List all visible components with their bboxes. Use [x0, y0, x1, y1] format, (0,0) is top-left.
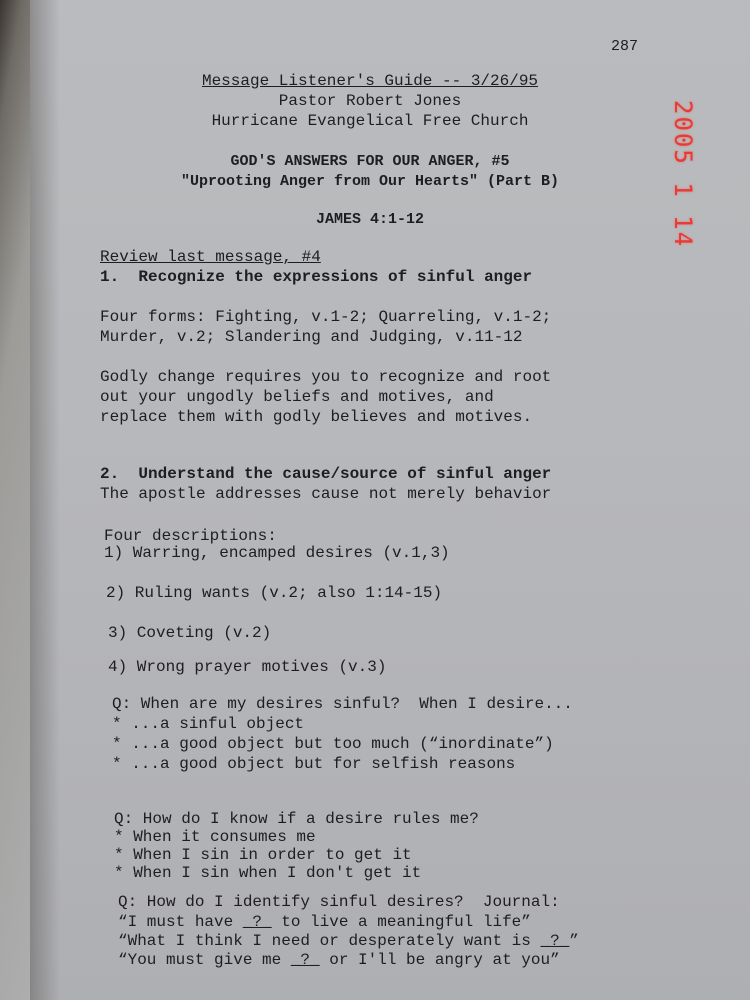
scripture-reference: JAMES 4:1-12 [315, 211, 425, 228]
page-number: 287 [610, 38, 638, 55]
journal-quote-2: “What I think I need or desperately want is _?_” [118, 932, 579, 950]
review-line: Review last message, #4 [100, 248, 321, 266]
question-1: Q: When are my desires sinful? When I desire... [112, 695, 573, 713]
question-2: Q: How do I know if a desire rules me? [114, 810, 479, 828]
journal-quote-3: “You must give me _?_ or I'll be angry at you” [118, 951, 560, 969]
question-2-answer: * When it consumes me [114, 828, 316, 846]
fill-blank: _?_ [540, 932, 570, 950]
point1-godly-line2: out your ungodly beliefs and motives, and [100, 388, 494, 406]
journal-quote-1: “I must have _?_ to live a meaningful life” [118, 913, 531, 931]
description-item: 3) Coveting (v.2) [108, 624, 272, 642]
description-item: 4) Wrong prayer motives (v.3) [108, 658, 387, 676]
point2-heading: 2. Understand the cause/source of sinful anger [100, 465, 552, 483]
question-2-answer: * When I sin in order to get it [114, 846, 412, 864]
question-2-answer: * When I sin when I don't get it [114, 864, 422, 882]
point1-godly-line1: Godly change requires you to recognize and root [100, 368, 552, 386]
question-1-answer: * ...a good object but too much (“inordinate”) [112, 735, 554, 753]
sermon-subtitle: "Uprooting Anger from Our Hearts" (Part B) [180, 173, 560, 190]
description-item: 1) Warring, encamped desires (v.1,3) [104, 544, 450, 562]
description-item: 2) Ruling wants (v.2; also 1:14-15) [106, 584, 443, 602]
question-1-answer: * ...a sinful object [112, 715, 305, 733]
header-line-3: Hurricane Evangelical Free Church [211, 112, 529, 130]
point1-godly-line3: replace them with godly believes and motives. [100, 408, 533, 426]
descriptions-label: Four descriptions: [104, 527, 277, 545]
question-3: Q: How do I identify sinful desires? Journal: [118, 893, 560, 911]
fill-blank: _?_ [242, 913, 272, 931]
header-line-1: Message Listener's Guide -- 3/26/95 [201, 72, 539, 90]
point1-forms-line1: Four forms: Fighting, v.1-2; Quarreling, v.1-2; [100, 308, 552, 326]
sermon-title: GOD'S ANSWERS FOR OUR ANGER, #5 [230, 153, 510, 170]
point2-intro: The apostle addresses cause not merely behavior [100, 485, 552, 503]
point1-heading: 1. Recognize the expressions of sinful anger [100, 268, 533, 286]
date-stamp: 2005 1 14 [669, 100, 697, 249]
question-1-answer: * ...a good object but for selfish reasons [112, 755, 516, 773]
point1-forms-line2: Murder, v.2; Slandering and Judging, v.11-12 [100, 328, 523, 346]
fill-blank: _?_ [290, 951, 320, 969]
header-line-2: Pastor Robert Jones [278, 92, 462, 110]
